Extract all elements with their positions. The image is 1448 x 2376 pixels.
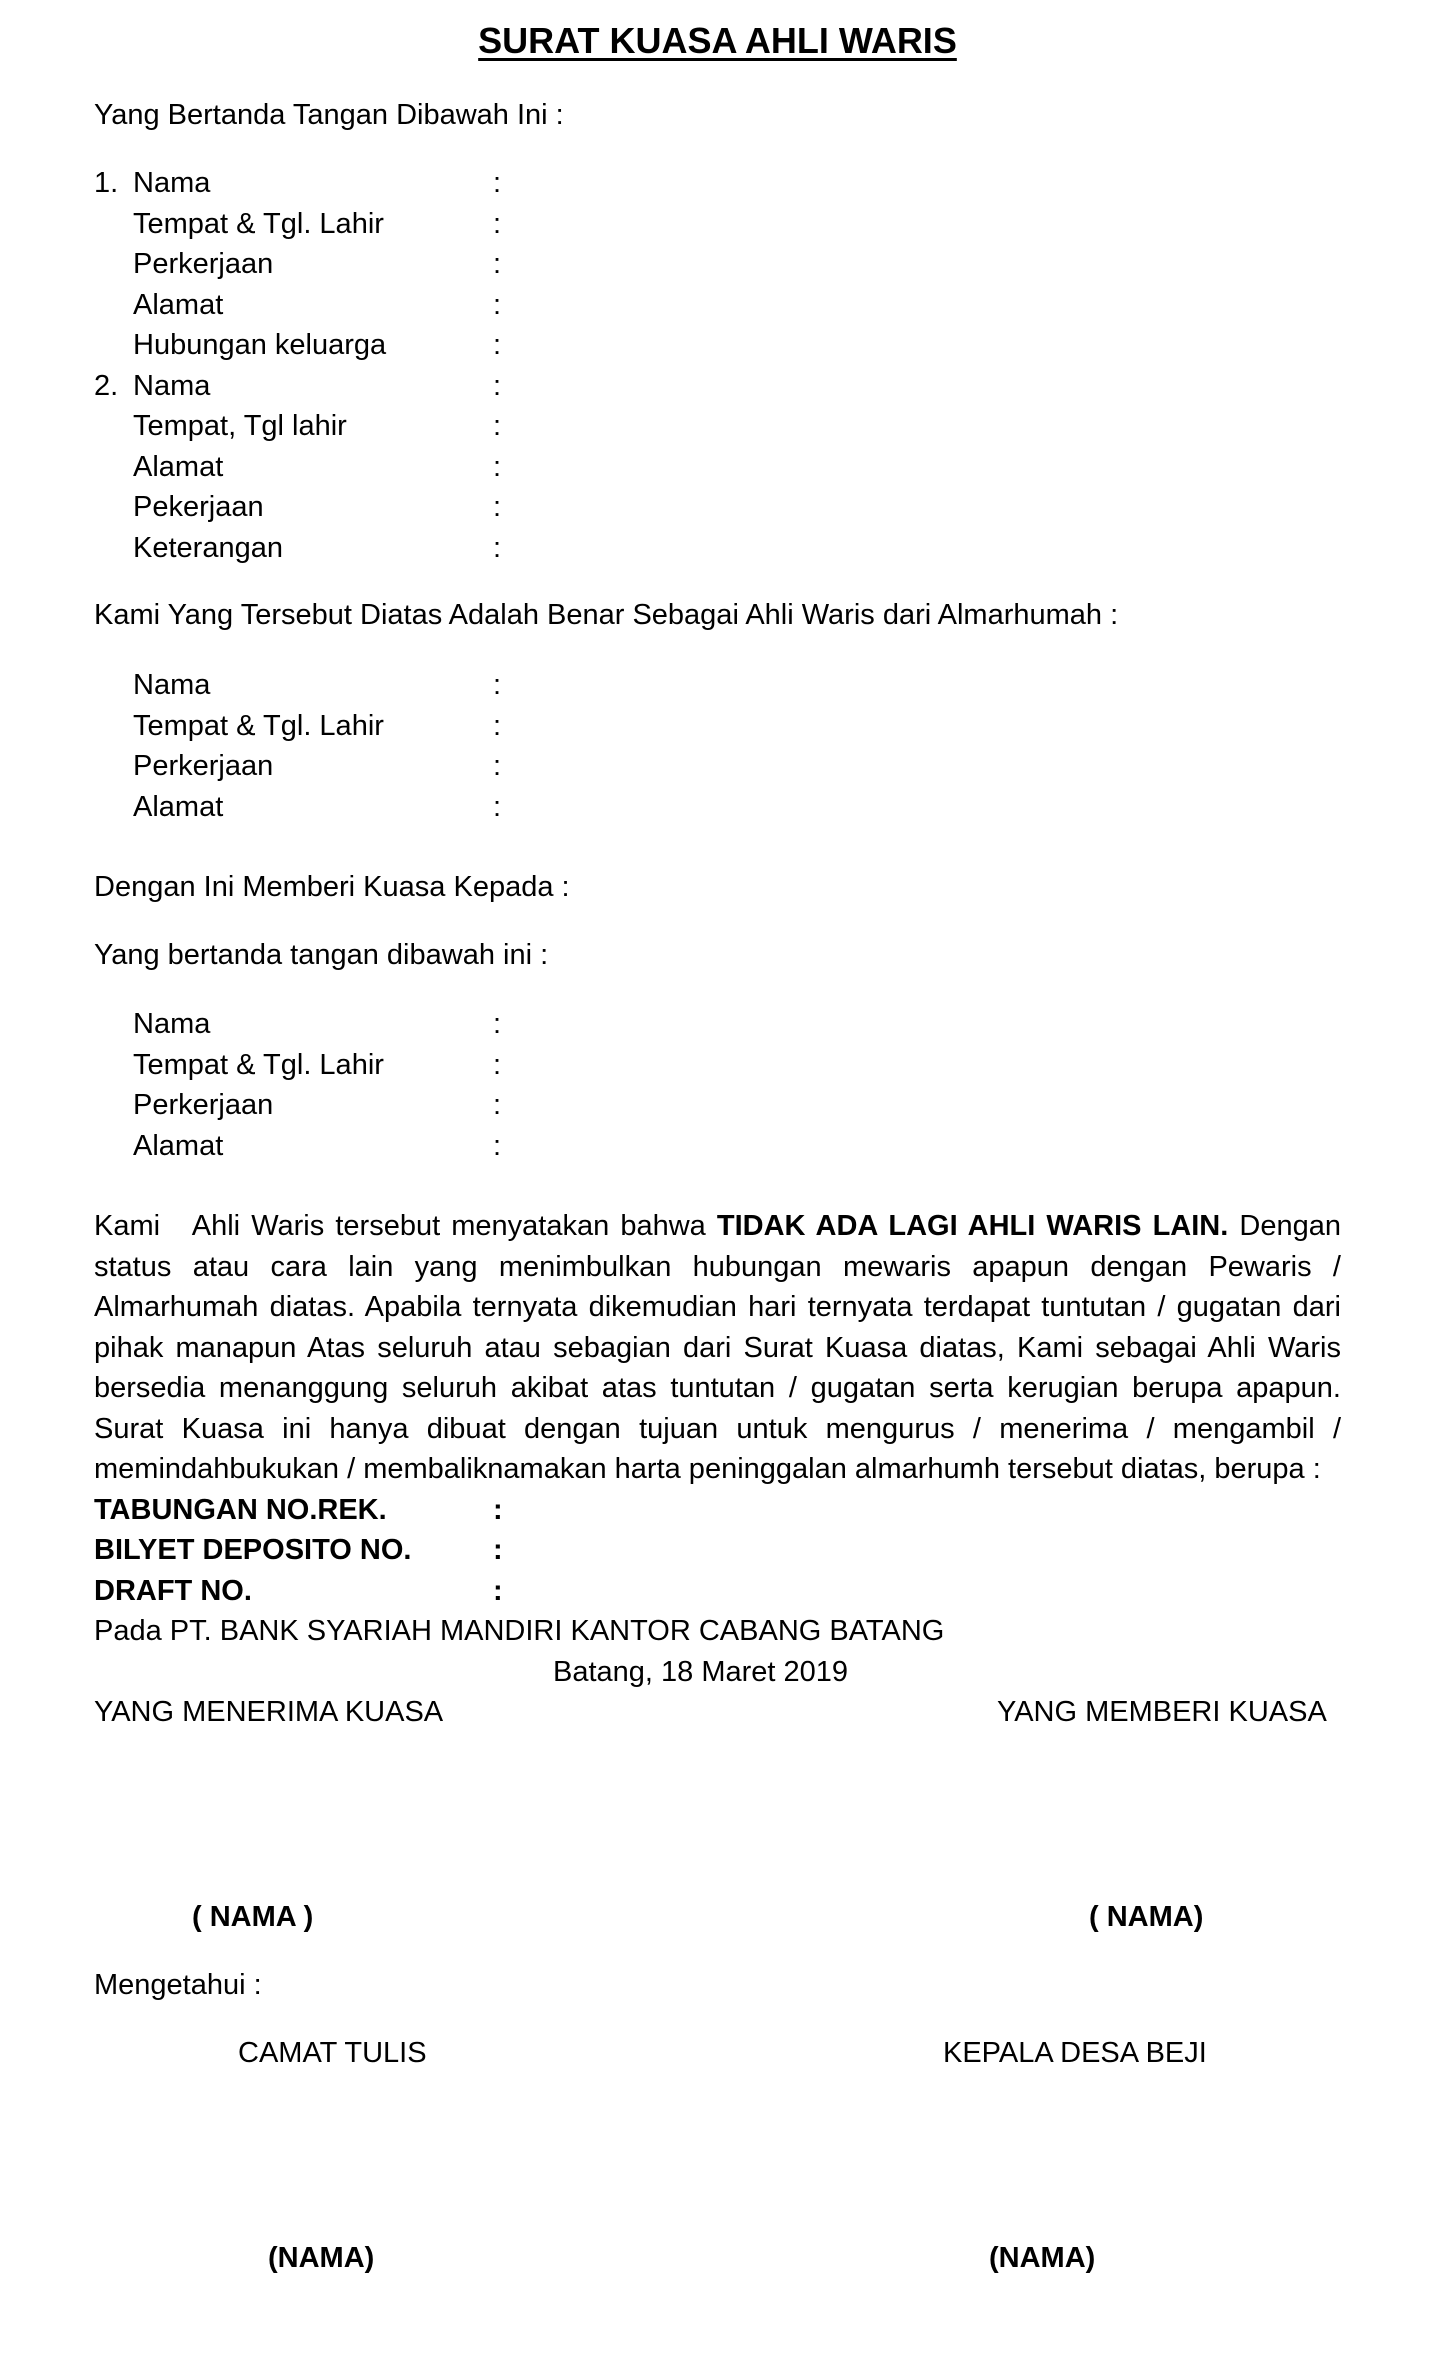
village-head-title: KEPALA DESA BEJI [943,2036,1207,2069]
acknowledgement-titles-row [94,2033,1341,2074]
field-separator: : [493,207,502,240]
account-savings-row [94,1490,1341,1531]
field-label: Alamat [133,790,224,823]
deceased-address-row [94,787,1341,828]
deceased-intro: Kami Yang Tersebut Diatas Adalah Benar Sebagai Ahli Waris dari Almarhumah : [94,599,1119,631]
field-separator: : [493,790,502,823]
recipient-name-row [94,1004,1341,1045]
grantor-1-number: 1. [94,167,119,199]
field-separator: : [493,491,502,523]
field-separator: : [493,709,502,742]
field-label: Alamat [133,288,224,321]
field-separator: : [493,369,502,402]
signature-names-row [94,1897,1341,1938]
grantor-signature-name: ( NAMA) [1089,1900,1204,1933]
field-label: Nama [133,369,211,402]
deceased-name-row [94,665,1341,706]
acknowledgement-names-row [94,2238,1341,2279]
recipient-birth-row [94,1045,1341,1086]
deceased-birth-row [94,706,1341,747]
account-list [94,1490,1341,1612]
recipient-intro: Dengan Ini Memberi Kuasa Kepada : [94,871,570,903]
field-label: Alamat [133,1129,224,1162]
signature-titles-row [94,1692,1341,1733]
field-label: Perkerjaan [133,750,274,782]
field-separator: : [493,1493,503,1526]
field-label: Tempat & Tgl. Lahir [133,709,384,742]
grantor-2-job-row [94,487,1341,528]
grantor-2-address-row [94,447,1341,488]
field-label: Keterangan [133,531,283,564]
field-separator: : [493,450,502,483]
account-draft-row [94,1571,1341,1612]
grantor-signature-title: YANG MEMBERI KUASA [997,1696,1327,1728]
deceased-job-row [94,746,1341,787]
camat-signature-name: (NAMA) [268,2241,375,2274]
account-label: BILYET DEPOSITO NO. [94,1534,412,1566]
recipient-signature-name: ( NAMA ) [192,1900,314,1933]
field-label: Perkerjaan [133,1089,274,1121]
recipient-sub-intro: Yang bertanda tangan dibawah ini : [94,939,549,971]
grantor-intro: Yang Bertanda Tangan Dibawah Ini : [94,99,564,131]
grantor-2-birth-row [94,406,1341,447]
field-separator: : [493,1089,502,1121]
account-deposit-row [94,1530,1341,1571]
grantor-1-relation-row [94,325,1341,366]
field-label: Perkerjaan [133,248,274,280]
recipient-signature-title: YANG MENERIMA KUASA [94,1696,444,1728]
grantor-2-note-row [94,528,1341,569]
document-title: SURAT KUASA AHLI WARIS [478,20,957,61]
field-label: Pekerjaan [133,491,264,523]
field-separator: : [493,167,502,199]
field-separator: : [493,669,502,701]
camat-title: CAMAT TULIS [238,2036,427,2069]
field-separator: : [493,248,502,280]
account-label: TABUNGAN NO.REK. [94,1493,387,1526]
field-label: Nama [133,669,211,701]
recipient-address-row [94,1126,1341,1167]
grantor-1-address-row [94,285,1341,326]
field-label: Nama [133,1008,211,1040]
document-body [0,16,1448,2278]
field-separator: : [493,288,502,321]
acknowledgement-label: Mengetahui : [94,1968,262,2001]
field-label: Tempat & Tgl. Lahir [133,207,384,240]
field-label: Tempat & Tgl. Lahir [133,1048,384,1081]
field-separator: : [493,1048,502,1081]
field-separator: : [493,1534,503,1566]
village-head-signature-name: (NAMA) [989,2241,1096,2274]
field-label: Tempat, Tgl lahir [133,410,347,442]
statement-paragraph [94,1206,1341,1490]
field-separator: : [493,531,502,564]
bank-line: Pada PT. BANK SYARIAH MANDIRI KANTOR CABANG BATANG [94,1615,945,1647]
deceased-list [94,665,1341,827]
field-label: Hubungan keluarga [133,329,387,361]
statement-opening: Kami Ahli Waris tersebut menyatakan bahwa [94,1210,717,1242]
grantor-1-birth-row [94,204,1341,245]
account-label: DRAFT NO. [94,1574,252,1607]
field-separator: : [493,1574,503,1607]
field-separator: : [493,329,502,361]
field-separator: : [493,410,502,442]
field-separator: : [493,1008,502,1040]
grantor-2-number: 2. [94,369,119,402]
field-separator: : [493,1129,502,1162]
recipient-list [94,1004,1341,1166]
field-separator: : [493,750,502,782]
field-label: Nama [133,167,211,199]
grantor-1-job-row [94,244,1341,285]
recipient-job-row [94,1085,1341,1126]
statement-emphasis: TIDAK ADA LAGI AHLI WARIS LAIN. [716,1210,1229,1242]
place-date: Batang, 18 Maret 2019 [553,1655,849,1688]
grantor-list [94,163,1341,568]
grantor-1-name-row [94,163,1341,204]
statement-body: Dengan status atau cara lain yang menimbulkan hubungan mewaris apapun dengan Pewaris / Almarhumah diatas. Apabila ternyata dikemudian hari ternyata terdapat tuntutan / gugatan dari pihak manapun Atas seluruh atau sebagian dari Surat Kuasa diatas, Kami sebagai Ahli Waris bersedia menanggung seluruh akibat atas tuntutan / gugatan serta kerugian berupa apapun. Surat Kuasa ini hanya dibuat dengan tujuan untuk mengurus / menerima / mengambil / memindahbukukan / membaliknamakan harta peninggalan almarhumh tersebut diatas, berupa : [94,1210,1341,1485]
grantor-2-name-row [94,366,1341,407]
field-label: Alamat [133,450,224,483]
